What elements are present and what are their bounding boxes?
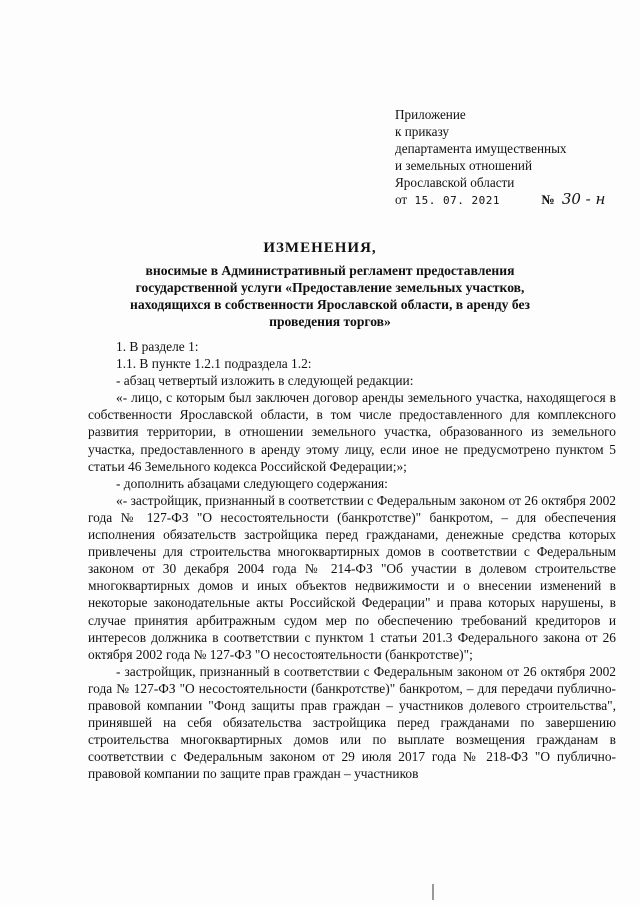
document-subtitle: вносимые в Административный регламент предоставления государственной услуги «Предоставление земельных участков, находящихся в собственности Ярославской области, в аренду без проведения торгов» <box>130 263 530 329</box>
annex-block <box>395 106 625 209</box>
order-number: 30 - н <box>561 190 606 208</box>
number-label: № <box>541 192 555 207</box>
annex-line: Приложение <box>395 107 466 122</box>
from-label: от <box>395 192 408 207</box>
body-paragraph: - застройщик, признанный в соответствии с Федеральным законом от 26 октября 2002 года № 127-ФЗ "О несостоятельности (банкротстве)" банкротом, – для передачи публично-правовой компании "Фонд защиты прав граждан – участников долевого строительства", принявшей на себя обязательства застройщика перед гражданами по завершению строительства многоквартирных домов или по выплате возмещения гражданам в соответствии с Федеральным законом от 29 июля 2017 года № 218-ФЗ "О публично-правовой компании по защите прав граждан – участников <box>88 663 616 782</box>
body-paragraph: - абзац четвертый изложить в следующей редакции: <box>116 373 414 389</box>
scan-artifact <box>432 884 434 900</box>
order-date: 15. 07. 2021 <box>414 194 500 207</box>
document-body <box>88 338 616 782</box>
annex-line: Ярославской области <box>395 175 515 190</box>
body-paragraph: 1. В разделе 1: <box>116 339 199 354</box>
document-title: ИЗМЕНЕНИЯ, <box>263 240 377 256</box>
body-paragraph: «- лицо, с которым был заключен договор аренды земельного участка, находящегося в собственности Ярославской области, в том числе предоставленного для комплексного развития территории, в отношении земельного участка, образованного из земельного участка, предоставленного в аренду этому лицу, если иное не предусмотрено пунктом 5 статьи 46 Земельного кодекса Российской Федерации;»; <box>88 390 616 474</box>
order-date-number <box>395 191 625 209</box>
body-paragraph: 1.1. В пункте 1.2.1 подраздела 1.2: <box>116 356 312 372</box>
annex-line: департамента имущественных <box>395 141 567 156</box>
body-paragraph: «- застройщик, признанный в соответствии с Федеральным законом от 26 октября 2002 года № 127-ФЗ "О несостоятельности (банкротстве)" банкротом, – для обеспечения исполнения обязательств застройщика перед гражданами, денежные средства которых привлечены для строительства многоквартирных домов в соответствии с Федеральным законом от 30 декабря 2004 года № 214-ФЗ "Об участии в долевом строительстве многоквартирных домов и иных объектов недвижимости и о внесении изменений в некоторые законодательные акты Российской Федерации" и права которых нарушены, в случае принятия арбитражным судом мер по обеспечению требований кредиторов и интересов должника в соответствии с пунктом 1 статьи 201.3 Федерального закона от 26 октября 2002 года № 127-ФЗ "О несостоятельности (банкротстве)"; <box>88 492 616 662</box>
annex-line: и земельных отношений <box>395 158 533 173</box>
annex-line: к приказу <box>395 124 449 139</box>
body-paragraph: - дополнить абзацами следующего содержания: <box>116 475 388 491</box>
